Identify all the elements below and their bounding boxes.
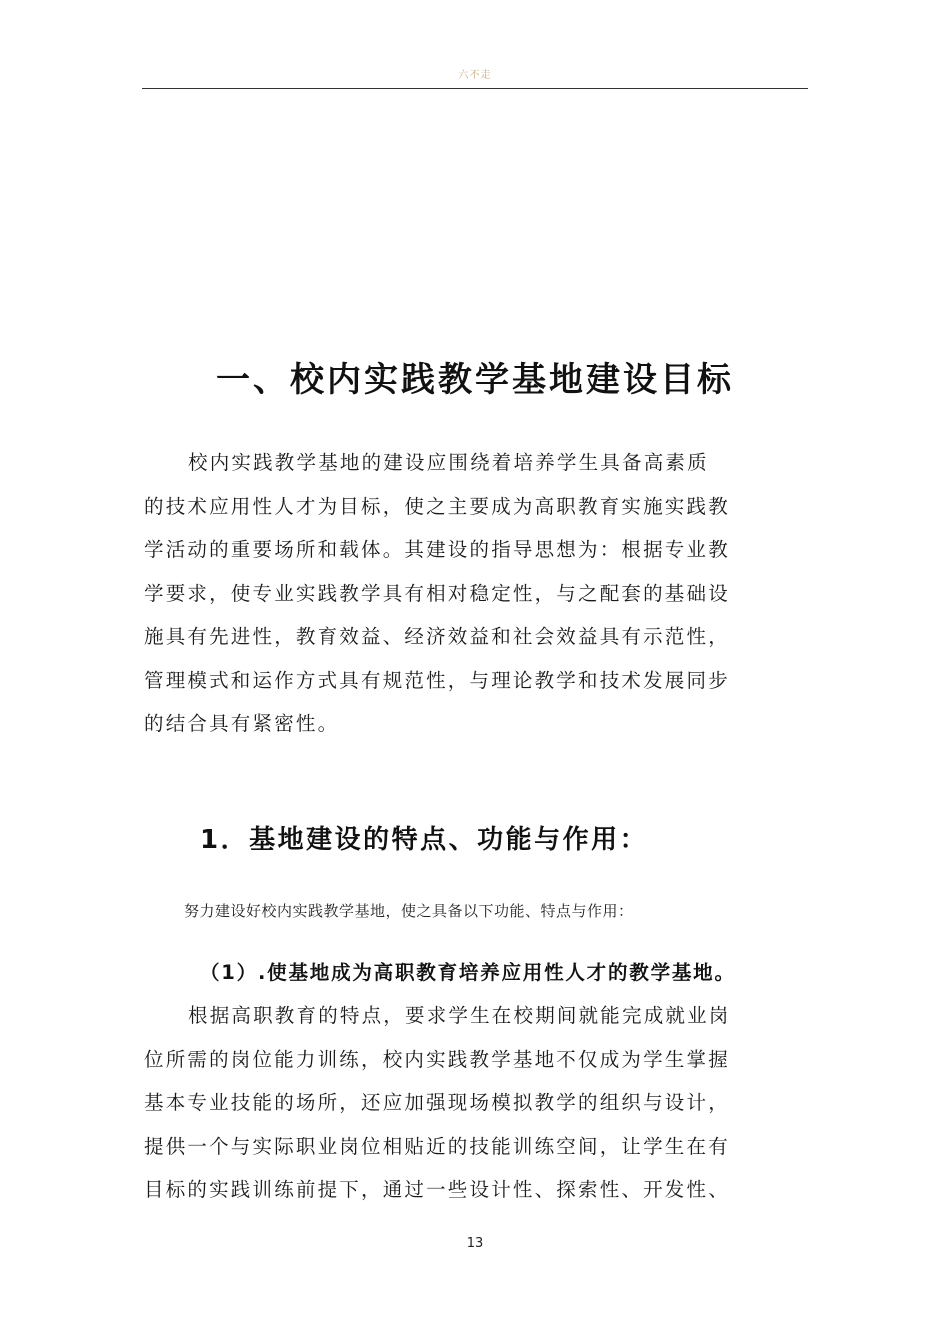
- paragraph-line: 校内实践教学基地的建设应围绕着培养学生具备高素质: [188, 451, 709, 474]
- paragraph-line: 提供一个与实际职业岗位相贴近的技能训练空间，让学生在有: [144, 1134, 730, 1158]
- paragraph-line: 基本专业技能的场所，还应加强现场模拟教学的组织与设计，: [144, 1091, 730, 1114]
- paragraph-line: 根据高职教育的特点，要求学生在校期间就能完成就业岗: [188, 1004, 731, 1027]
- paragraph-line: 的结合具有紧密性。: [144, 712, 340, 735]
- subsection-intro: 努力建设好校内实践教学基地，使之具备以下功能、特点与作用：: [184, 902, 634, 920]
- item-1-paragraph: [144, 994, 808, 1212]
- subsection-title: 1．基地建设的特点、功能与作用：: [200, 825, 649, 855]
- paragraph-line: 管理模式和运作方式具有规范性，与理论教学和技术发展同步: [144, 668, 730, 692]
- page-number: 13: [466, 1236, 484, 1251]
- paragraph-line: 学要求，使专业实践教学具有相对稳定性，与之配套的基础设: [144, 581, 730, 605]
- paragraph-line: 位所需的岗位能力训练，校内实践教学基地不仅成为学生掌握: [144, 1047, 730, 1071]
- item-1-title: （1）.使基地成为高职教育培养应用性人才的教学基地。: [200, 961, 736, 984]
- section-title: 一、校内实践教学基地建设目标: [216, 360, 734, 400]
- paragraph-line: 目标的实践训练前提下，通过一些设计性、探索性、开发性、: [144, 1178, 730, 1201]
- paragraph-line: 学活动的重要场所和载体。其建设的指导思想为：根据专业教: [144, 538, 730, 561]
- intro-paragraph: [144, 441, 808, 746]
- header-divider: [142, 88, 808, 89]
- paragraph-line: 施具有先进性，教育效益、经济效益和社会效益具有示范性，: [144, 625, 730, 648]
- paragraph-line: 的技术应用性人才为目标，使之主要成为高职教育实施实践教: [144, 494, 730, 518]
- running-header: 六不走: [458, 70, 492, 81]
